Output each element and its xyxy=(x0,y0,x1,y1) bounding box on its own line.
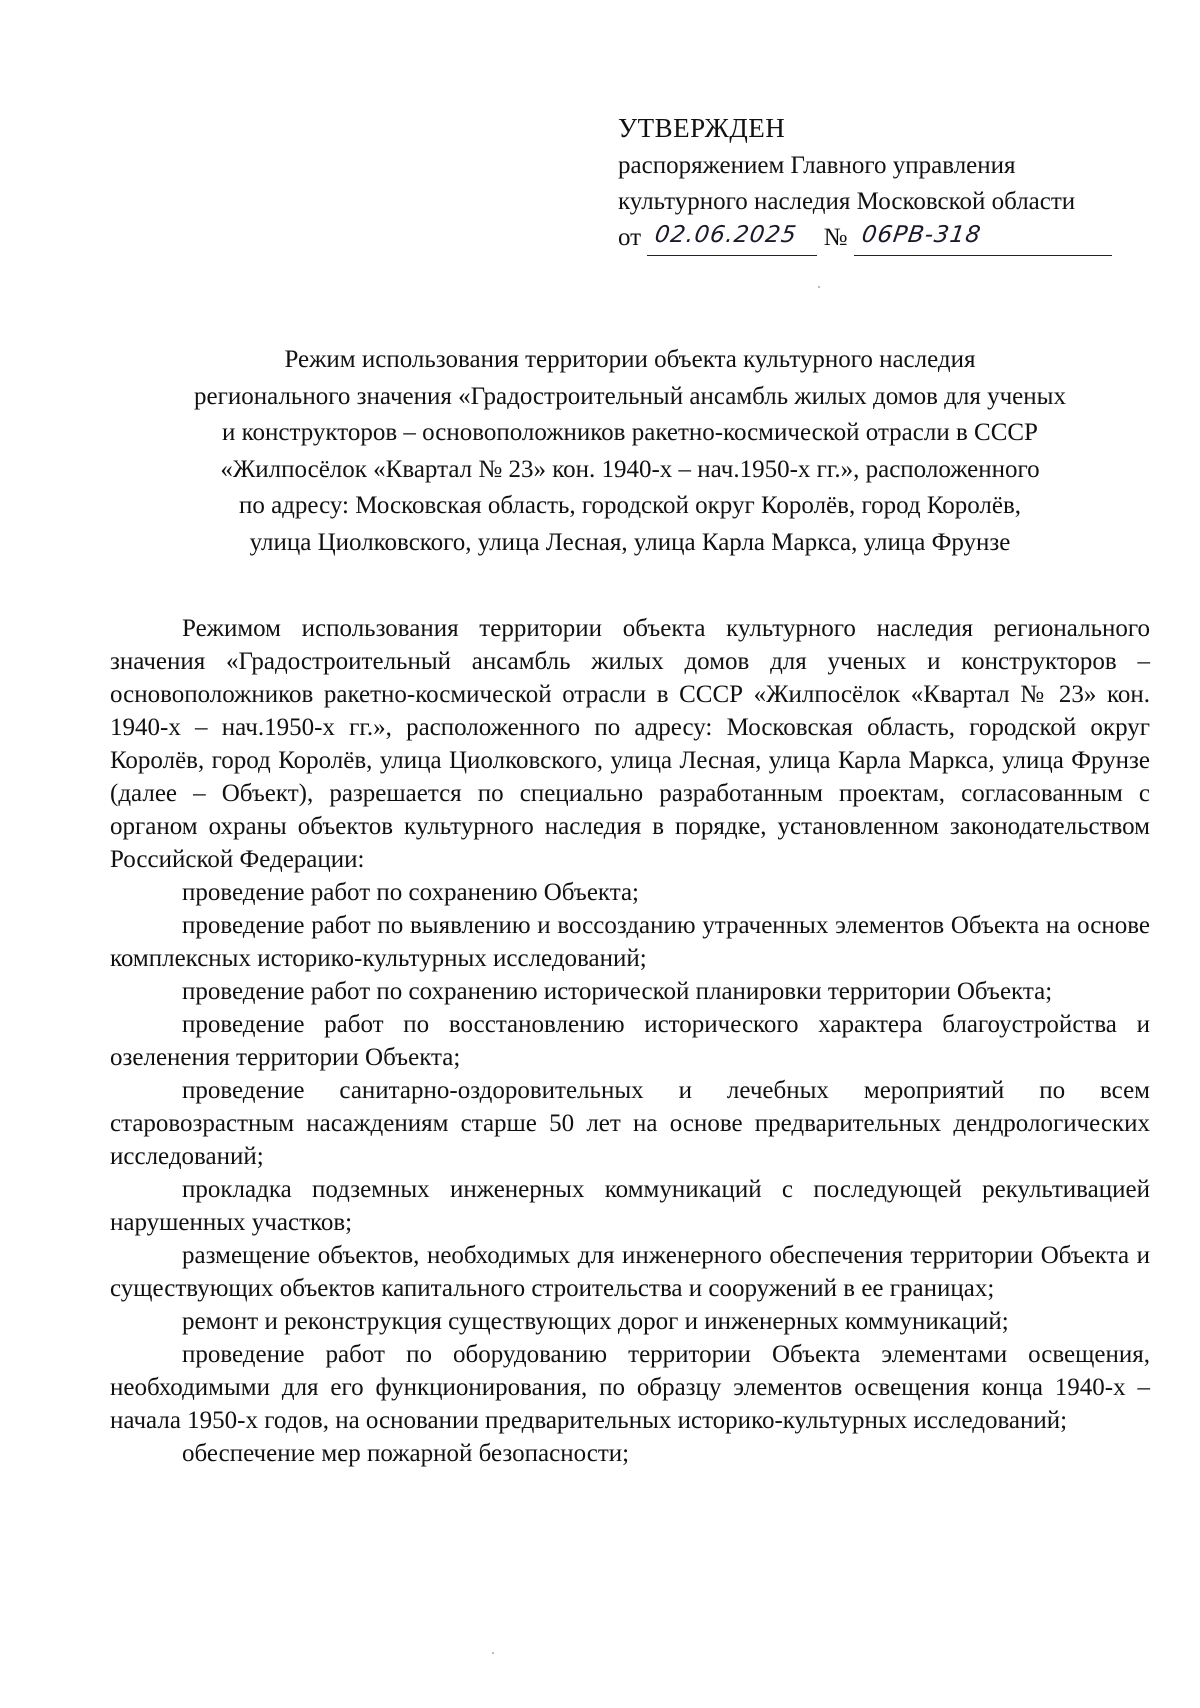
approval-block xyxy=(618,110,1158,258)
title-line: улица Циолковского, улица Лесная, улица Карла Маркса, улица Фрунзе xyxy=(249,528,1011,556)
title-line: «Жилпосёлок «Квартал № 23» кон. 1940-х – нач.1950-х гг.», расположенного xyxy=(220,455,1040,483)
list-item: проведение работ по выявлению и воссозданию утраченных элементов Объекта на основе комплексных историко-культурных исследований; xyxy=(110,912,1150,972)
date-prefix: от xyxy=(618,224,642,251)
approval-line-2: культурного наследия Московской области xyxy=(618,188,1076,215)
list-item: проведение работ по оборудованию территории Объекта элементами освещения, необходимыми для его функционирования, по образцу элементов освещения конца 1940-х – начала 1950-х годов, на основании предварительных историко-культурных исследований; xyxy=(110,1341,1150,1434)
number-prefix: № xyxy=(823,224,848,251)
scan-speck xyxy=(492,1652,494,1654)
list-item: прокладка подземных инженерных коммуникаций с последующей рекультивацией нарушенных участков; xyxy=(110,1176,1150,1236)
document-body xyxy=(110,612,1150,1470)
document-title xyxy=(110,342,1150,561)
handwritten-date: 02.06.2025 xyxy=(653,222,799,248)
list-item: проведение работ по сохранению Объекта; xyxy=(182,879,640,906)
list-item: проведение работ по сохранению исторической планировки территории Объекта; xyxy=(182,978,1053,1005)
intro-paragraph: Режимом использования территории объекта культурного наследия регионального значения «Градостроительный ансамбль жилых домов для ученых и конструкторов – основоположников ракетно-космической отрасли в СССР «Жилпосёлок «Квартал № 23» кон. 1940-х – нач.1950-х гг.», расположенного по адресу: Московская область, городской округ Королёв, город Королёв, улица Циолковского, улица Лесная, улица Карла Маркса, улица Фрунзе (далее – Объект), разрешается по специально разработанным проектам, согласованным с органом охраны объектов культурного наследия в порядке, установленном законодательством Российской Федерации: xyxy=(110,615,1150,873)
title-line: Режим использования территории объекта культурного наследия xyxy=(284,346,976,373)
list-item: проведение работ по восстановлению исторического характера благоустройства и озеленения территории Объекта; xyxy=(110,1011,1150,1071)
scan-speck xyxy=(818,286,820,288)
list-item: обеспечение мер пожарной безопасности; xyxy=(182,1440,630,1467)
approval-title: УТВЕРЖДЕН xyxy=(618,113,786,143)
list-item: проведение санитарно-оздоровительных и лечебных мероприятий по всем старовозрастным насаждениям старше 50 лет на основе предварительных дендрологических исследований; xyxy=(110,1077,1150,1170)
number-field xyxy=(854,222,1112,256)
handwritten-number: 06РВ-318 xyxy=(859,222,983,248)
date-field xyxy=(647,222,817,256)
title-line: регионального значения «Градостроительный ансамбль жилых домов для ученых xyxy=(194,382,1066,410)
list-item: размещение объектов, необходимых для инженерного обеспечения территории Объекта и существующих объектов капитального строительства и сооружений в ее границах; xyxy=(110,1242,1150,1302)
title-line: и конструкторов – основоположников ракетно-космической отрасли в СССР xyxy=(222,419,1038,446)
title-line: по адресу: Московская область, городской округ Королёв, город Королёв, xyxy=(238,492,1022,519)
list-item: ремонт и реконструкция существующих дорог и инженерных коммуникаций; xyxy=(182,1308,1009,1335)
approval-date-row xyxy=(618,220,1158,258)
approval-line-1: распоряжением Главного управления xyxy=(618,152,1016,179)
